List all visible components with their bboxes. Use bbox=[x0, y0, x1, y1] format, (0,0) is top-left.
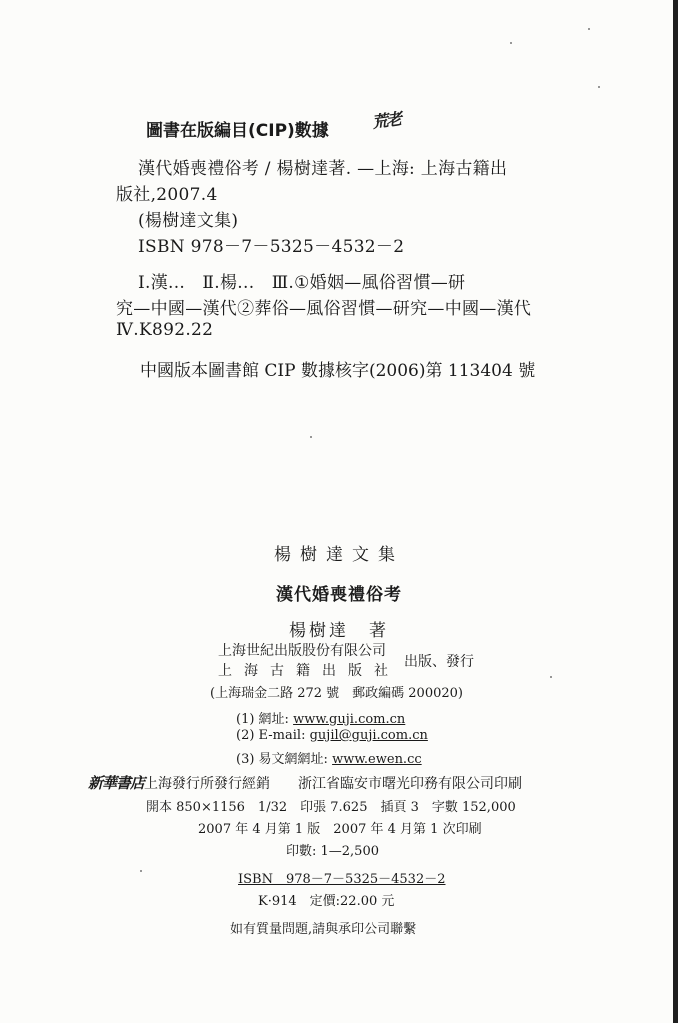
distributor: 上海發行所發行經銷 bbox=[144, 776, 271, 792]
book-title: 漢代婚喪禮俗考 bbox=[276, 585, 402, 605]
cip-publisher-line: 版社,2007.4 bbox=[116, 185, 218, 205]
series-name: 楊樹達文集 bbox=[274, 545, 404, 565]
distribution-line bbox=[88, 772, 522, 793]
print-run: 印數: 1—2,500 bbox=[286, 844, 379, 859]
scan-speck bbox=[310, 436, 312, 438]
publisher-role: 出版、發行 bbox=[404, 654, 474, 670]
author-line: 楊樹達 著 bbox=[289, 621, 389, 641]
scan-speck bbox=[598, 86, 600, 88]
cip-isbn-line: ISBN 978－7－5325－4532－2 bbox=[138, 237, 405, 257]
publisher-name-1: 上海世紀出版股份有限公司 bbox=[218, 643, 386, 659]
cip-series-line: (楊樹達文集) bbox=[138, 211, 239, 231]
page-edge-border bbox=[673, 0, 678, 1023]
email-link[interactable]: gujil@guji.com.cn bbox=[309, 728, 428, 743]
cip-subject-line-2: 究—中國—漢代②葬俗—風俗習慣—研究—中國—漢代 bbox=[116, 299, 532, 319]
cip-subject-line-1: Ⅰ.漢... Ⅱ.楊... Ⅲ.①婚姻—風俗習慣—研 bbox=[138, 273, 466, 293]
printer: 浙江省臨安市曙光印務有限公司印刷 bbox=[298, 776, 523, 792]
format-specs: 開本 850×1156 1/32 印張 7.625 插頁 3 字數 152,000 bbox=[146, 800, 516, 815]
handwritten-stamp: 荒老 bbox=[370, 109, 402, 132]
ewen-website-label: (3) 易文網網址: bbox=[236, 752, 328, 767]
price-line: K·914 定價:22.00 元 bbox=[258, 894, 395, 909]
cip-classification-line: Ⅳ.K892.22 bbox=[116, 320, 214, 340]
ewen-website-link[interactable]: www.ewen.cc bbox=[332, 752, 422, 767]
cip-heading: 圖書在版編目(CIP)數據 bbox=[146, 121, 329, 141]
scan-speck bbox=[140, 870, 142, 872]
edition-info: 2007 年 4 月第 1 版 2007 年 4 月第 1 次印刷 bbox=[198, 822, 482, 837]
cip-title-line: 漢代婚喪禮俗考 / 楊樹達著. —上海: 上海古籍出 bbox=[138, 159, 508, 179]
email-line bbox=[236, 728, 428, 743]
quality-notice: 如有質量問題,請與承印公司聯繫 bbox=[230, 922, 417, 937]
website-label: (1) 網址: bbox=[236, 712, 289, 727]
isbn-line: ISBN 978－7－5325－4532－2 bbox=[238, 872, 446, 887]
cip-number: 中國版本圖書館 CIP 數據核字(2006)第 113404 號 bbox=[140, 361, 536, 381]
email-label: (2) E-mail: bbox=[236, 728, 306, 743]
publisher-address: (上海瑞金二路 272 號 郵政編碼 200020) bbox=[210, 686, 463, 701]
scan-speck bbox=[510, 42, 512, 44]
publisher-name-2: 上海古籍出版社 bbox=[218, 663, 400, 679]
ewen-website-line bbox=[236, 748, 422, 767]
website-link[interactable]: www.guji.com.cn bbox=[293, 712, 406, 727]
xinhua-bookstore-logo: 新華書店 bbox=[88, 774, 145, 792]
scan-speck bbox=[550, 676, 552, 678]
website-line bbox=[236, 708, 405, 727]
scan-speck bbox=[588, 28, 590, 30]
